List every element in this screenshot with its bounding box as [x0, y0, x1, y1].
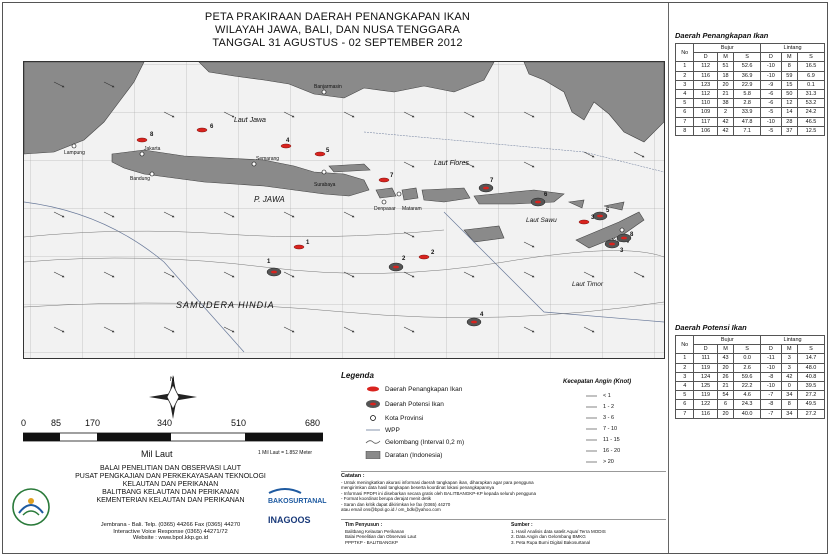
- table-cell: 59: [781, 71, 797, 80]
- legend-item: Gelombang (Interval 0,2 m): [385, 438, 465, 446]
- table-cell: 8: [676, 126, 694, 135]
- svg-text:N: N: [170, 377, 175, 383]
- wind-class: 3 - 6: [603, 415, 615, 421]
- table-cell: 42: [717, 117, 733, 126]
- table-cell: 40.8: [798, 372, 825, 381]
- label-bandung: Bandung: [130, 176, 151, 182]
- label-semarang: Semarang: [256, 156, 280, 162]
- table-cell: 27.2: [798, 391, 825, 400]
- table-penangkapan-caption: Daerah Penangkapan Ikan: [675, 31, 769, 40]
- table-cell: 51: [717, 62, 733, 71]
- table-cell: 110: [694, 99, 717, 108]
- col-bujur: Bujur: [694, 44, 761, 53]
- wind-arrow-icon: [585, 393, 599, 399]
- table-cell: 2: [676, 71, 694, 80]
- table-cell: 16.5: [798, 62, 825, 71]
- scale-tick: 340: [157, 418, 173, 428]
- fishing-area-icon: [365, 385, 381, 393]
- table-cell: 0.0: [734, 354, 761, 363]
- table-cell: 42: [781, 372, 797, 381]
- wind-class: 11 - 15: [603, 437, 620, 443]
- table-cell: 5.8: [734, 89, 761, 98]
- table-cell: 14.7: [798, 354, 825, 363]
- wave-line-icon: [365, 438, 381, 446]
- source-block: [511, 522, 661, 545]
- table-cell: 123: [694, 80, 717, 89]
- potential-point-label: 3: [620, 248, 624, 254]
- wind-legend: [563, 379, 663, 465]
- fishing-point-label: 5: [326, 148, 330, 154]
- col-no: No: [676, 44, 694, 62]
- institution-line: KELAUTAN DAN PERIKANAN: [122, 481, 219, 488]
- inagoos-logo: INAGOOS: [268, 515, 311, 525]
- table-cell: 7: [676, 409, 694, 418]
- sub-header: S: [734, 345, 761, 354]
- table-cell: -5: [761, 126, 782, 135]
- credits: [341, 519, 666, 554]
- table-cell: 31.3: [798, 89, 825, 98]
- contact-line: Interactive Voice Response (0365) 44271/72: [113, 528, 228, 535]
- table-cell: 122: [694, 400, 717, 409]
- fishing-point-label: 6: [210, 124, 214, 130]
- wind-title: Kecepatan Angin (Knot): [563, 379, 632, 385]
- label-laut-sawu: Laut Sawu: [526, 217, 557, 224]
- table-cell: -5: [761, 108, 782, 117]
- table-row: [676, 62, 825, 71]
- label-denpasar: Denpasar: [374, 206, 396, 212]
- potential-area-icon: [365, 399, 381, 409]
- table-cell: 48.0: [798, 363, 825, 372]
- fishing-point-label: 4: [286, 138, 290, 144]
- table-row: [676, 409, 825, 418]
- sub-header: M: [781, 345, 797, 354]
- label-laut-flores: Laut Flores: [434, 160, 470, 167]
- table-cell: 3: [676, 372, 694, 381]
- sub-header: M: [717, 345, 733, 354]
- legend-item: WPP: [385, 426, 400, 434]
- col-bujur: Bujur: [694, 336, 761, 345]
- table-cell: -10: [761, 71, 782, 80]
- table-cell: 112: [694, 62, 717, 71]
- scale-labels: [23, 418, 333, 430]
- table-cell: -11: [761, 354, 782, 363]
- source-line: 2. Data Angin dan Gelombang BMKG: [511, 534, 586, 540]
- table-cell: -8: [761, 400, 782, 409]
- potential-point-label: 7: [490, 178, 494, 184]
- table-row: [676, 372, 825, 381]
- land-swatch-icon: [365, 451, 381, 459]
- scale-note: 1 Mil Laut = 1.852 Meter: [258, 450, 313, 456]
- label-laut-jawa: Laut Jawa: [234, 117, 266, 124]
- fishing-point[interactable]: [294, 245, 304, 249]
- table-cell: -6: [761, 99, 782, 108]
- table-cell: 106: [694, 126, 717, 135]
- table-cell: 12.5: [798, 126, 825, 135]
- note-line: atau email ons@bpol.go.id / om_bdk@yahoo.com: [341, 507, 441, 512]
- team-line: PPPTKP - BALITBANGKP: [345, 539, 398, 545]
- potential-point-label: 8: [630, 232, 634, 238]
- scale-tick: 510: [231, 418, 247, 428]
- legend-item: Daratan (Indonesia): [385, 451, 443, 459]
- table-cell: 7: [676, 117, 694, 126]
- table-cell: 37: [781, 126, 797, 135]
- wind-arrow-icon: [585, 404, 599, 410]
- table-penangkapan: [675, 31, 825, 136]
- institution-block: [53, 465, 288, 505]
- partner-logos: [265, 485, 335, 529]
- label-jawa: P. JAWA: [254, 195, 285, 204]
- institution-line: KEMENTERIAN KELAUTAN DAN PERIKANAN: [96, 497, 245, 504]
- source-line: 3. Peta Rupa Bumi Digital Bakosurtanal: [511, 539, 591, 545]
- wind-arrow-icon: [585, 448, 599, 454]
- fishing-point-label: 3: [591, 215, 595, 221]
- table-cell: 8: [781, 400, 797, 409]
- table-cell: -10: [761, 381, 782, 390]
- legend-item: Daerah Potensi Ikan: [385, 400, 444, 408]
- wind-class: < 1: [603, 393, 611, 399]
- wind-class: 1 - 2: [603, 404, 615, 410]
- legend-title: Legenda: [341, 371, 374, 380]
- label-samudera: SAMUDERA HINDIA: [176, 300, 275, 310]
- potential-point-label: 5: [606, 208, 610, 214]
- table-cell: 2: [717, 108, 733, 117]
- fishing-point[interactable]: [579, 220, 589, 224]
- label-banjarmasin: Banjarmasin: [314, 84, 342, 90]
- label-lampung: Lampung: [64, 150, 85, 156]
- table-cell: 34: [781, 409, 797, 418]
- fishing-point-label: 7: [390, 173, 394, 179]
- fishing-point-label: 8: [150, 132, 154, 138]
- sub-header: S: [734, 53, 761, 62]
- table-cell: 7.1: [734, 126, 761, 135]
- potential-point-label: 2: [402, 256, 406, 262]
- kkp-logo-icon: [11, 487, 51, 527]
- scale-tick: 680: [305, 418, 321, 428]
- team-line: Balitbang Kelautan Perikanan: [345, 528, 405, 534]
- fishing-point[interactable]: [197, 128, 207, 132]
- bakosurtanal-logo: BAKOSURTANAL: [268, 498, 327, 505]
- fishing-point[interactable]: [137, 138, 147, 142]
- source-title: Sumber :: [511, 522, 533, 528]
- table-cell: 112: [694, 89, 717, 98]
- table-cell: -7: [761, 409, 782, 418]
- table-cell: 6: [717, 400, 733, 409]
- wind-class: 16 - 20: [603, 448, 621, 454]
- table-cell: 109: [694, 108, 717, 117]
- institution-line: BALAI PENELITIAN DAN OBSERVASI LAUT: [100, 465, 241, 472]
- table-cell: 6: [676, 400, 694, 409]
- table-cell: 116: [694, 71, 717, 80]
- city-icon: [365, 414, 381, 422]
- table-cell: 21: [717, 381, 733, 390]
- team-block: [345, 522, 495, 545]
- table-row: [676, 80, 825, 89]
- table-cell: 20: [717, 363, 733, 372]
- table-cell: 2: [676, 363, 694, 372]
- table-cell: 125: [694, 381, 717, 390]
- fishing-point-label: 1: [306, 240, 310, 246]
- table-row: [676, 108, 825, 117]
- potential-point-label: 4: [480, 312, 484, 318]
- wind-arrow-icon: [585, 426, 599, 432]
- col-no: No: [676, 336, 694, 354]
- col-lintang: Lintang: [761, 336, 825, 345]
- table-cell: -8: [761, 372, 782, 381]
- table-cell: 119: [694, 363, 717, 372]
- fishing-point[interactable]: [315, 152, 325, 156]
- table-cell: 26: [717, 372, 733, 381]
- table-cell: 14: [781, 108, 797, 117]
- wind-class: 7 - 10: [603, 426, 618, 432]
- institution-line: BALITBANG KELAUTAN DAN PERIKANAN: [102, 489, 239, 496]
- table-potensi: [675, 323, 825, 419]
- sub-header: M: [781, 53, 797, 62]
- table-cell: -10: [761, 62, 782, 71]
- table-cell: 20: [717, 80, 733, 89]
- wpp-line-icon: [365, 426, 381, 434]
- scale-tick: 170: [85, 418, 101, 428]
- table-cell: 46.5: [798, 117, 825, 126]
- map-canvas: [24, 62, 664, 358]
- title-line-2: WILAYAH JAWA, BALI, DAN NUSA TENGGARA: [215, 24, 460, 36]
- table-cell: 42: [717, 126, 733, 135]
- table-cell: 5: [676, 391, 694, 400]
- table-cell: 22.9: [734, 80, 761, 89]
- table-cell: 49.5: [798, 400, 825, 409]
- table-cell: 4: [676, 381, 694, 390]
- potential-point-label: 6: [544, 192, 548, 198]
- sub-header: D: [694, 345, 717, 354]
- table-row: [676, 89, 825, 98]
- table-cell: -10: [761, 363, 782, 372]
- table-cell: 39.5: [798, 381, 825, 390]
- table-cell: 3: [781, 363, 797, 372]
- title-line-3: TANGGAL 31 AGUSTUS - 02 SEPTEMBER 2012: [212, 37, 463, 49]
- label-laut-timor: Laut Timor: [572, 281, 604, 288]
- wind-arrow-icon: [585, 415, 599, 421]
- label-surabaya: Surabaya: [314, 182, 336, 188]
- table-cell: -7: [761, 391, 782, 400]
- fishing-point[interactable]: [379, 178, 389, 182]
- table-cell: 40.0: [734, 409, 761, 418]
- wind-arrow-icon: [585, 459, 599, 465]
- institution-line: PUSAT PENGKAJIAN DAN PERKEKAYASAAN TEKNOLOGI: [75, 473, 266, 480]
- table-cell: 2.6: [734, 363, 761, 372]
- team-title: Tim Penyusun :: [345, 522, 383, 528]
- note-line: - Informasi PPDPI ini disebarkan secara gratis oleh BALITBANGKP-KP kepada seluruh pengguna: [341, 490, 537, 496]
- table-cell: 43: [717, 354, 733, 363]
- table-cell: 2.8: [734, 99, 761, 108]
- table-cell: 0: [781, 381, 797, 390]
- table-cell: 1: [676, 354, 694, 363]
- table-cell: 111: [694, 354, 717, 363]
- col-lintang: Lintang: [761, 44, 825, 53]
- map-title: [15, 11, 660, 50]
- title-line-1: PETA PRAKIRAAN DAERAH PENANGKAPAN IKAN: [204, 11, 471, 23]
- table-row: [676, 381, 825, 390]
- wind-arrow-icon: [585, 437, 599, 443]
- scale-tick: 85: [51, 418, 62, 428]
- contact-block: [58, 522, 283, 542]
- table-cell: 20: [717, 409, 733, 418]
- table-cell: 8: [781, 62, 797, 71]
- table-cell: 36.9: [734, 71, 761, 80]
- note-line: mengirimkan data hasil tangkapan beserta koordinat lokasi penangkapannya: [341, 485, 495, 490]
- table-row: [676, 126, 825, 135]
- table-cell: 53.2: [798, 99, 825, 108]
- table-cell: 12: [781, 99, 797, 108]
- table-cell: 47.8: [734, 117, 761, 126]
- notes: [341, 471, 666, 520]
- scale-bar: [23, 431, 323, 445]
- table-row: [676, 354, 825, 363]
- table-cell: 21: [717, 89, 733, 98]
- sub-header: M: [717, 53, 733, 62]
- table-row: [676, 117, 825, 126]
- contact-line: Jembrana - Bali. Telp. (0365) 44266 Fax (0365) 44270: [100, 522, 241, 528]
- legend-item: Daerah Penangkapan Ikan: [385, 385, 463, 393]
- table-potensi-caption: Daerah Potensi Ikan: [675, 323, 747, 332]
- compass-rose-icon: [143, 373, 203, 421]
- panel-divider: [668, 3, 669, 553]
- table-cell: 22.2: [734, 381, 761, 390]
- table-row: [676, 391, 825, 400]
- fishing-point[interactable]: [281, 144, 291, 148]
- table-cell: 4.6: [734, 391, 761, 400]
- table-cell: 3: [676, 80, 694, 89]
- table-cell: 54: [717, 391, 733, 400]
- table-cell: 3: [781, 354, 797, 363]
- sub-header: D: [761, 345, 782, 354]
- map-frame[interactable]: [23, 61, 665, 359]
- legend-item: Kota Provinsi: [385, 414, 424, 422]
- table-cell: -9: [761, 80, 782, 89]
- table-cell: 34: [781, 391, 797, 400]
- table-cell: 124: [694, 372, 717, 381]
- fishing-point-label: 2: [431, 250, 435, 256]
- table-cell: 119: [694, 391, 717, 400]
- table-cell: 24.3: [734, 400, 761, 409]
- table-cell: 6: [676, 108, 694, 117]
- sub-header: D: [761, 53, 782, 62]
- map-sheet: [2, 2, 828, 554]
- table-cell: 24.2: [798, 108, 825, 117]
- table-cell: -10: [761, 117, 782, 126]
- table-row: [676, 400, 825, 409]
- potential-point-label: 1: [267, 259, 271, 265]
- label-mataram: Mataram: [402, 206, 422, 212]
- table-cell: 117: [694, 117, 717, 126]
- table-cell: 0.1: [798, 80, 825, 89]
- sub-header: S: [798, 53, 825, 62]
- sub-header: D: [694, 53, 717, 62]
- table-cell: 38: [717, 99, 733, 108]
- sub-header: S: [798, 345, 825, 354]
- table-cell: 59.6: [734, 372, 761, 381]
- scale-tick: 0: [21, 418, 27, 428]
- label-jakarta: Jakarta: [144, 146, 161, 152]
- wind-class: > 20: [603, 459, 614, 465]
- table-cell: 50: [781, 89, 797, 98]
- table-cell: -6: [761, 89, 782, 98]
- table-cell: 27.2: [798, 409, 825, 418]
- legend: [341, 371, 666, 471]
- table-cell: 18: [717, 71, 733, 80]
- table-cell: 52.6: [734, 62, 761, 71]
- table-row: [676, 363, 825, 372]
- source-line: 1. Hasil Analisis data satelit Aqua/ Terra MODIS: [511, 528, 606, 534]
- table-cell: 28: [781, 117, 797, 126]
- table-cell: 15: [781, 80, 797, 89]
- table-cell: 5: [676, 99, 694, 108]
- note-line: - Untuk meningkatkan akurasi informasi daerah tangkapan ikan, diharapkan agar para pengguna: [341, 479, 534, 485]
- table-cell: 116: [694, 409, 717, 418]
- fishing-point[interactable]: [419, 255, 429, 259]
- contact-line[interactable]: Website : www.bpol.kkp.go.id: [132, 535, 209, 542]
- table-row: [676, 99, 825, 108]
- table-cell: 33.9: [734, 108, 761, 117]
- table-cell: 4: [676, 89, 694, 98]
- table-cell: 6.9: [798, 71, 825, 80]
- note-line: - Saran dan kritik dapat dikirimkan ke fax (0365) 44270: [341, 501, 451, 507]
- notes-title: Catatan :: [341, 473, 365, 479]
- team-line: Balai Penelitian dan Observasi Laut: [345, 534, 417, 540]
- scale-unit: Mil Laut: [141, 449, 173, 459]
- note-line: - Format koordinat berupa derajat menit detik: [341, 496, 432, 501]
- table-cell: 1: [676, 62, 694, 71]
- table-row: [676, 71, 825, 80]
